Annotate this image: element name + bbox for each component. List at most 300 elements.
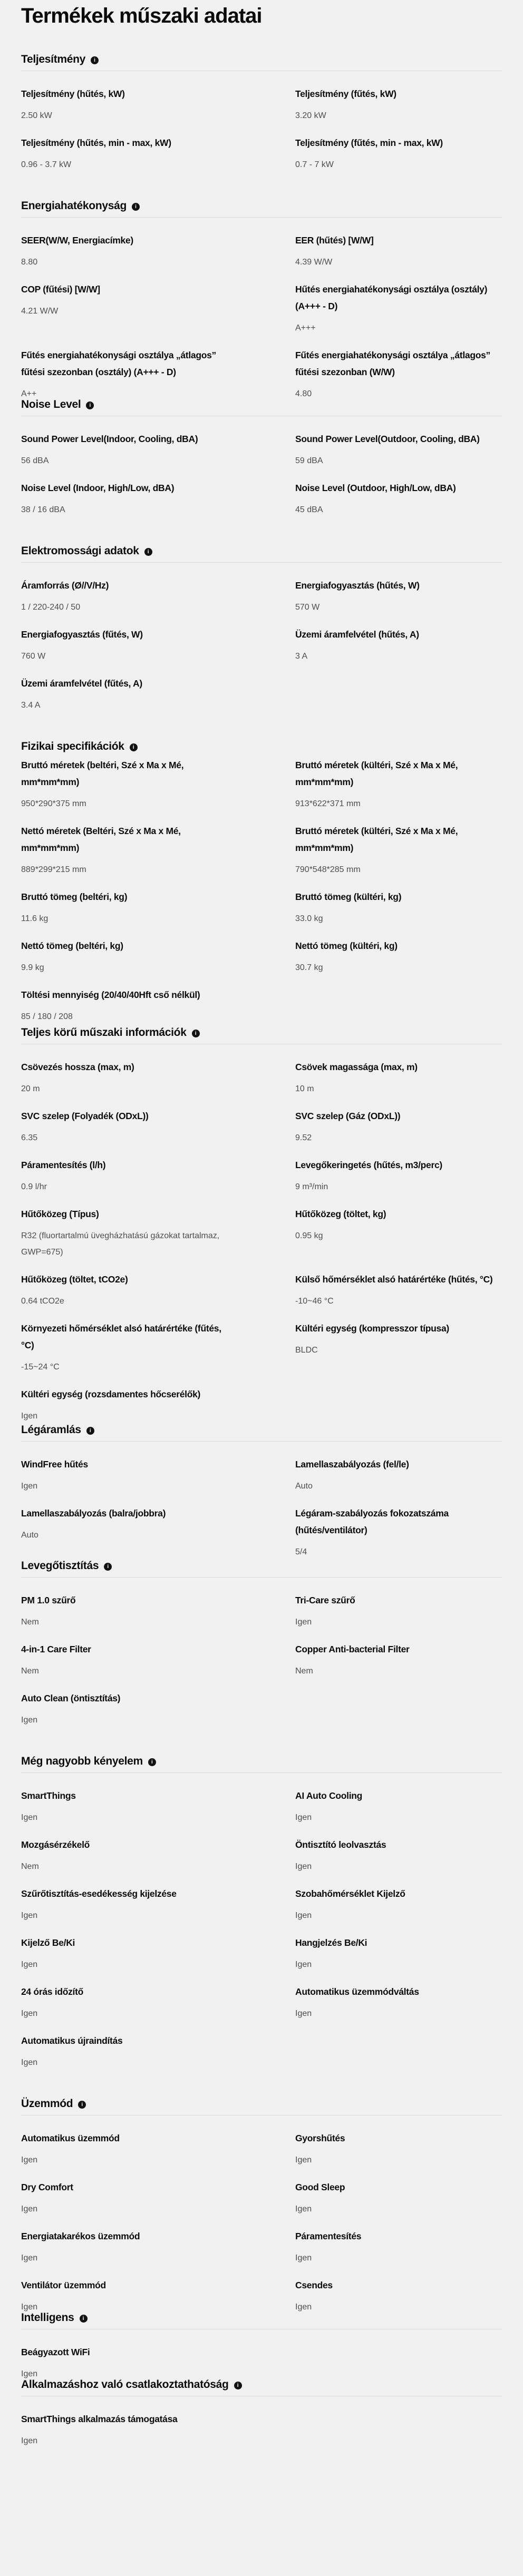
spec-item [21,1108,295,1146]
spec-item [295,85,502,124]
section-intelligence [21,2310,502,2382]
section-header [21,52,502,67]
spec-item [295,1641,502,1679]
spec-item [21,1592,295,1630]
spec-label: SEER(W/W, Energiacímke) [21,235,133,246]
section-header [21,2096,502,2112]
spec-value: 1 / 220-240 / 50 [21,603,81,612]
spec-value: Igen [295,1911,312,1920]
spec-label: Levegőkeringetés (hűtés, m3/perc) [295,1160,442,1170]
section-header [21,1754,502,1769]
spec-value: A+++ [295,324,316,332]
spec-row [21,1641,502,1679]
spec-row [21,986,502,1025]
spec-value: Igen [295,2205,312,2213]
spec-label: Teljesítmény (hűtés, kW) [21,89,125,99]
spec-label: Ventilátor üzemmód [21,2280,106,2290]
spec-value: 10 m [295,1084,314,1093]
spec-item [21,822,295,878]
section-rows [21,1044,502,1424]
spec-item [295,1934,502,1973]
section-title: Levegőtisztítás [21,1560,99,1572]
spec-label: Bruttó méretek (beltéri, Szé x Ma x Mé, mm*mm*mm) [21,760,184,787]
spec-label: Hűtőközeg (töltet, kg) [295,1209,386,1219]
spec-row [21,1271,502,1309]
spec-label: Hűtőközeg (Típus) [21,1209,99,1219]
spec-label: Bruttó tömeg (beltéri, kg) [21,892,128,902]
spec-row [21,85,502,124]
info-icon[interactable]: i [91,56,99,64]
spec-item [295,822,502,878]
info-icon[interactable]: i [234,2382,242,2389]
spec-value: 8.80 [21,258,38,267]
spec-item [295,281,502,336]
spec-value: Igen [295,2009,312,2018]
spec-value: Igen [295,1618,312,1627]
section-performance [21,52,502,173]
info-icon[interactable]: i [80,2315,88,2323]
spec-row [21,675,502,713]
spec-value: 889*299*215 mm [21,865,86,874]
spec-item [295,2228,502,2266]
spec-label: Hűtőközeg (töltet, tCO2e) [21,1274,128,1285]
spec-row [21,626,502,664]
spec-row [21,1836,502,1875]
spec-row [21,1320,502,1375]
spec-value: Nem [21,1667,39,1676]
spec-value: 3.4 A [21,701,41,710]
spec-label: SmartThings [21,1790,76,1801]
spec-value: Igen [21,1813,38,1822]
spec-row [21,2277,502,2315]
spec-value: Igen [21,1716,38,1725]
spec-item [21,986,295,1025]
spec-item [21,2228,295,2266]
spec-label: Bruttó méretek (kültéri, Szé x Ma x Mé, mm*mm*mm) [295,826,458,853]
spec-label: 4-in-1 Care Filter [21,1644,91,1654]
spec-label: Fűtés energiahatékonysági osztálya „átlagos” fűtési szezonban (osztály) (A+++ - D) [21,350,216,377]
spec-row [21,1505,502,1560]
spec-item [21,1505,295,1560]
section-title: Elektromossági adatok [21,545,139,557]
spec-label: Automatikus üzemmód [21,2133,120,2143]
spec-value: BLDC [295,1346,318,1355]
spec-row [21,757,502,812]
spec-label: Automatikus újraindítás [21,2035,123,2046]
spec-value: Igen [295,1862,312,1871]
spec-label: Bruttó méretek (kültéri, Szé x Ma x Mé, mm*mm*mm) [295,760,458,787]
spec-item [21,1983,295,2022]
spec-row [21,232,502,270]
spec-value: 0.7 - 7 kW [295,160,334,169]
spec-row [21,1157,502,1195]
spec-label: Áramforrás (Ø//V/Hz) [21,580,109,591]
spec-item [21,1320,295,1375]
spec-item [295,937,502,976]
spec-label: Külső hőmérséklet alsó határértéke (hűtés, °C) [295,1274,493,1285]
spec-value: Igen [21,2369,38,2378]
section-rows [21,1442,502,1560]
spec-label: Copper Anti-bacterial Filter [295,1644,410,1654]
spec-item [295,134,502,173]
spec-row [21,2179,502,2217]
spec-value: 56 dBA [21,456,49,465]
spec-label: Good Sleep [295,2182,345,2192]
spec-row [21,1885,502,1924]
section-header [21,1558,502,1574]
spec-label: Teljesítmény (fűtés, min - max, kW) [295,138,443,148]
info-icon[interactable]: i [132,203,140,211]
spec-item [21,85,295,124]
spec-item [21,1836,295,1875]
info-icon[interactable]: i [104,1563,112,1571]
spec-value: Igen [295,2303,312,2311]
spec-label: Sound Power Level(Outdoor, Cooling, dBA) [295,434,480,444]
spec-label: Hűtés energiahatékonysági osztálya (osztály) (A+++ - D) [295,284,488,311]
spec-row [21,1059,502,1097]
spec-label: Kültéri egység (rozsdamentes hőcserélők) [21,1389,201,1399]
spec-item [21,1206,295,1260]
spec-row [21,1690,502,1728]
spec-item [21,675,295,713]
spec-label: AI Auto Cooling [295,1790,363,1801]
spec-value: A++ [21,389,37,398]
spec-item [21,1059,295,1097]
spec-label: Fűtés energiahatékonysági osztálya „átlagos” fűtési szezonban (W/W) [295,350,490,377]
section-title: Teljes körű műszaki információk [21,1026,187,1039]
info-icon[interactable]: i [144,548,152,556]
section-rows [21,2115,502,2315]
spec-row [21,2228,502,2266]
spec-row [21,1206,502,1260]
spec-label: SmartThings alkalmazás támogatása [21,2414,178,2424]
spec-item [21,2130,295,2168]
spec-value: 45 dBA [295,505,323,514]
spec-value: Igen [21,2009,38,2018]
spec-value: 0.64 tCO2e [21,1297,64,1306]
section-full-tech-info [21,1025,502,1424]
spec-value: 0.95 kg [295,1231,323,1240]
spec-label: 24 órás időzítő [21,1986,84,1997]
spec-label: Noise Level (Indoor, High/Low, dBA) [21,483,175,493]
section-modes [21,2096,502,2315]
spec-item [21,937,295,976]
spec-label: Energiatakarékos üzemmód [21,2231,140,2241]
section-title: Légáramlás [21,1424,81,1436]
spec-label: Teljesítmény (fűtés, kW) [295,89,396,99]
spec-item [295,479,502,518]
info-icon[interactable]: i [86,1427,94,1435]
spec-item [21,577,295,615]
spec-value: Auto [21,1531,38,1540]
section-rows [21,218,502,402]
spec-item [21,232,295,270]
spec-row [21,1983,502,2022]
spec-value: Igen [21,1960,38,1969]
spec-label: Dry Comfort [21,2182,73,2192]
spec-label: Lamellaszabályozás (balra/jobbra) [21,1508,166,1519]
spec-item [21,1641,295,1679]
spec-label: Szobahőmérséklet Kijelző [295,1888,405,1899]
spec-label: EER (hűtés) [W/W] [295,235,374,246]
spec-item [21,1885,295,1924]
page-title: Termékek műszaki adatai [21,4,262,27]
spec-item [21,430,295,469]
spec-label: Légáram-szabályozás fokozatszáma (hűtés/ventilátor) [295,1508,449,1535]
spec-value: Igen [21,2254,38,2262]
spec-value: 0.9 l/hr [21,1182,47,1191]
spec-label: Automatikus üzemmódváltás [295,1986,419,1997]
spec-value: Igen [21,1482,38,1491]
spec-label: Nettó tömeg (kültéri, kg) [295,941,398,951]
spec-item [21,479,295,518]
spec-value: -15~24 °C [21,1363,60,1372]
spec-label: Csendes [295,2280,333,2290]
spec-label: Gyorshűtés [295,2133,345,2143]
spec-item [295,1505,502,1560]
spec-row [21,347,502,402]
spec-item [21,1157,295,1195]
spec-label: SVC szelep (Gáz (ODxL)) [295,1111,401,1121]
spec-value: 85 / 180 / 208 [21,1012,73,1021]
info-icon[interactable]: i [192,1030,200,1037]
section-rows [21,2396,502,2449]
spec-item [295,1836,502,1875]
spec-value: Igen [295,1813,312,1822]
spec-item [295,1983,502,2022]
spec-value: Igen [295,1960,312,1969]
spec-row [21,134,502,173]
spec-row [21,2130,502,2168]
spec-value: 9.9 kg [21,963,44,972]
spec-item [295,626,502,664]
spec-label: Öntisztító leolvasztás [295,1839,386,1850]
spec-row [21,577,502,615]
spec-value: 9.52 [295,1133,312,1142]
spec-label: Üzemi áramfelvétel (fűtés, A) [21,678,142,689]
spec-value: 570 W [295,603,320,612]
spec-label: Páramentesítés (l/h) [21,1160,106,1170]
spec-label: Üzemi áramfelvétel (hűtés, A) [295,629,419,640]
spec-label: Szűrőtisztítás-esedékesség kijelzése [21,1888,177,1899]
section-header [21,198,502,214]
spec-value: 913*622*371 mm [295,799,361,808]
spec-value: 5/4 [295,1547,307,1556]
spec-value: Igen [21,2303,38,2311]
spec-row [21,937,502,976]
section-header [21,739,502,755]
spec-item [295,2277,502,2315]
spec-value: 3 A [295,652,308,661]
spec-value: Igen [21,1412,38,1421]
spec-value: Nem [295,1667,313,1676]
spec-label: Bruttó tömeg (kültéri, kg) [295,892,402,902]
spec-label: Energiafogyasztás (hűtés, W) [295,580,420,591]
spec-label: Noise Level (Outdoor, High/Low, dBA) [295,483,456,493]
spec-label: PM 1.0 szűrő [21,1595,76,1605]
spec-row [21,1386,502,1424]
spec-value: -10~46 °C [295,1297,334,1306]
spec-item [295,1206,502,1260]
spec-row [21,2411,502,2449]
spec-item [295,1271,502,1309]
spec-label: Kijelző Be/Ki [21,1937,75,1948]
spec-value: 38 / 16 dBA [21,505,65,514]
section-title: Teljesítmény [21,53,86,65]
spec-item [21,2179,295,2217]
spec-label: Tri-Care szűrő [295,1595,355,1605]
section-airflow [21,1422,502,1560]
spec-item [295,1592,502,1630]
section-title: Intelligens [21,2311,74,2324]
section-app-connectivity [21,2377,502,2449]
spec-value: 30.7 kg [295,963,323,972]
spec-value: 59 dBA [295,456,323,465]
section-rows [21,2329,502,2382]
spec-value: Igen [21,2156,38,2164]
spec-item [21,1787,295,1826]
spec-label: Sound Power Level(Indoor, Cooling, dBA) [21,434,198,444]
spec-value: 790*548*285 mm [295,865,361,874]
spec-label: Teljesítmény (hűtés, min - max, kW) [21,138,171,148]
section-header [21,1422,502,1438]
spec-label: Mozgásérzékelő [21,1839,90,1850]
spec-value: Igen [295,2254,312,2262]
spec-value: 20 m [21,1084,40,1093]
spec-label: Hangjelzés Be/Ki [295,1937,367,1948]
spec-value: 9 m³/min [295,1182,328,1191]
spec-value: Igen [21,2205,38,2213]
spec-value: Igen [21,2436,38,2445]
spec-item [295,1059,502,1097]
section-rows [21,563,502,713]
spec-row [21,479,502,518]
spec-item [295,2179,502,2217]
spec-label: Páramentesítés [295,2231,362,2241]
spec-label: Nettó méretek (Beltéri, Szé x Ma x Mé, mm*mm*mm) [21,826,181,853]
spec-item [21,1386,295,1424]
section-energy-efficiency [21,198,502,402]
spec-label: SVC szelep (Folyadék (ODxL)) [21,1111,149,1121]
spec-value: 6.35 [21,1133,38,1142]
section-header [21,1025,502,1041]
spec-label: Csövezés hossza (max, m) [21,1062,134,1072]
spec-item [21,2411,295,2449]
spec-row [21,1108,502,1146]
spec-item [21,2032,295,2071]
spec-row [21,1456,502,1494]
spec-item [295,430,502,469]
spec-value: R32 (fluortartalmú üvegházhatású gázokat tartalmaz, GWP=675) [21,1231,220,1257]
spec-label: Környezeti hőmérséklet alsó határértéke (fűtés, °C) [21,1323,221,1350]
section-title: Fizikai specifikációk [21,740,124,752]
spec-row [21,430,502,469]
spec-value: 4.80 [295,389,312,398]
spec-row [21,822,502,878]
spec-value: Auto [295,1482,313,1491]
spec-label: Auto Clean (öntisztítás) [21,1693,121,1703]
spec-sections [21,52,502,2449]
section-noise-level [21,397,502,518]
section-physical-specs [21,739,502,1025]
spec-item [295,1157,502,1195]
spec-label: Csövek magassága (max, m) [295,1062,418,1072]
spec-value: 4.21 W/W [21,307,59,316]
spec-item [21,1271,295,1309]
spec-value: 33.0 kg [295,914,323,923]
spec-row [21,281,502,336]
section-title: Noise Level [21,398,81,410]
spec-item [295,888,502,927]
spec-item [295,347,502,402]
spec-item [21,347,295,402]
spec-row [21,1787,502,1826]
spec-value: Nem [21,1862,39,1871]
spec-label: Nettó tömeg (beltéri, kg) [21,941,123,951]
spec-item [295,1787,502,1826]
info-icon[interactable]: i [78,2101,86,2109]
spec-row [21,1934,502,1973]
spec-item [295,2130,502,2168]
spec-value: 11.6 kg [21,914,49,923]
section-title: Még nagyobb kényelem [21,1755,143,1767]
info-icon[interactable]: i [148,1758,156,1766]
spec-value: Nem [21,1618,39,1627]
spec-label: Töltési mennyiség (20/40/40Hft cső nélkül) [21,990,200,1000]
spec-item [295,1456,502,1494]
spec-item [295,1108,502,1146]
spec-item [21,1690,295,1728]
spec-value: 4.39 W/W [295,258,333,267]
spec-label: Beágyazott WiFi [21,2347,90,2357]
section-title: Alkalmazáshoz való csatlakoztathatóság [21,2378,229,2391]
spec-label: Lamellaszabályozás (fel/le) [295,1459,409,1470]
spec-item [21,134,295,173]
spec-item [21,757,295,812]
spec-item [295,757,502,812]
info-icon[interactable]: i [130,743,138,751]
section-title: Üzemmód [21,2098,73,2110]
spec-value: 3.20 kW [295,111,326,120]
section-rows [21,1578,502,1728]
section-electrical-data [21,543,502,713]
section-rows [21,755,502,1025]
spec-value: Igen [21,1911,38,1920]
spec-label: Energiafogyasztás (fűtés, W) [21,629,143,640]
spec-item [21,1456,295,1494]
spec-value: Igen [295,2156,312,2164]
spec-label: WindFree hűtés [21,1459,88,1470]
info-icon[interactable]: i [86,401,94,409]
section-rows [21,71,502,173]
spec-item [21,888,295,927]
spec-row [21,2032,502,2071]
spec-item [21,281,295,336]
spec-row [21,888,502,927]
section-convenience [21,1754,502,2071]
section-title: Energiahatékonyság [21,200,127,212]
spec-value: 950*290*375 mm [21,799,86,808]
spec-value: 760 W [21,652,46,661]
section-air-purification [21,1558,502,1728]
spec-label: Kültéri egység (kompresszor típusa) [295,1323,449,1334]
spec-value: 0.96 - 3.7 kW [21,160,72,169]
spec-item [295,1320,502,1375]
section-header [21,543,502,559]
section-rows [21,416,502,518]
spec-item [21,626,295,664]
spec-row [21,1592,502,1630]
